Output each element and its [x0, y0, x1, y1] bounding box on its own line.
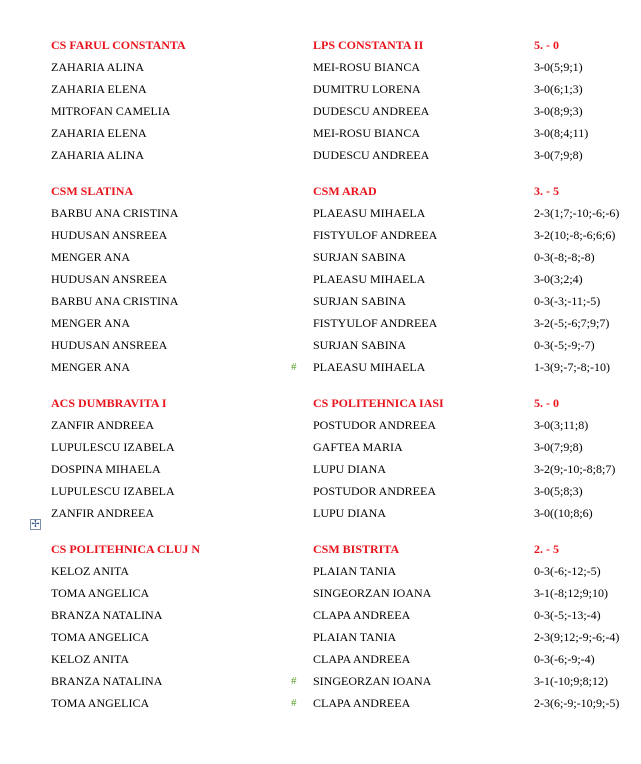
- home-player-name: MENGER ANA: [51, 316, 131, 330]
- game-row: [0, 205, 641, 227]
- game-row: [0, 125, 641, 147]
- away-team-name: LPS CONSTANTA II: [313, 38, 424, 52]
- home-player-name: ZAHARIA ALINA: [51, 60, 144, 74]
- home-team-name: CS POLITEHNICA CLUJ N: [51, 542, 201, 556]
- away-player-name: FISTYULOF ANDREEA: [313, 316, 438, 330]
- match-header: [0, 541, 641, 563]
- game-result: 0-3(-5;-9;-7): [534, 338, 595, 352]
- home-player-name: MITROFAN CAMELIA: [51, 104, 171, 118]
- game-row: [0, 315, 641, 337]
- game-row: [0, 461, 641, 483]
- game-row: [0, 271, 641, 293]
- game-result: 2-3(9;12;-9;-6;-4): [534, 630, 620, 644]
- home-player-name: BARBU ANA CRISTINA: [51, 294, 179, 308]
- home-player-name: DOSPINA MIHAELA: [51, 462, 161, 476]
- home-player-name: ZAHARIA ELENA: [51, 126, 147, 140]
- away-player-name: PLAIAN TANIA: [313, 564, 397, 578]
- away-player-name: CLAPA ANDREEA: [313, 696, 411, 710]
- game-result: 0-3(-6;-9;-4): [534, 652, 595, 666]
- game-result: 1-3(9;-7;-8;-10): [534, 360, 610, 374]
- game-result: 3-0(7;9;8): [534, 440, 583, 454]
- home-player-name: KELOZ ANITA: [51, 652, 130, 666]
- game-row: [0, 293, 641, 315]
- match-block: [0, 183, 641, 381]
- game-row: [0, 483, 641, 505]
- game-row: [0, 563, 641, 585]
- away-player-name: SURJAN SABINA: [313, 294, 407, 308]
- move-handle-icon[interactable]: ✢: [31, 519, 40, 530]
- away-player-name: PLAEASU MIHAELA: [313, 206, 426, 220]
- home-player-name: HUDUSAN ANSREEA: [51, 338, 168, 352]
- home-player-name: ZANFIR ANDREEA: [51, 506, 155, 520]
- home-team-name: ACS DUMBRAVITA I: [51, 396, 167, 410]
- match-header: [0, 37, 641, 59]
- game-row: [0, 607, 641, 629]
- game-result: 0-3(-5;-13;-4): [534, 608, 601, 622]
- game-result: 3-0(5;9;1): [534, 60, 583, 74]
- home-team-name: CS FARUL CONSTANTA: [51, 38, 186, 52]
- home-player-name: ZANFIR ANDREEA: [51, 418, 155, 432]
- away-team-name: CS POLITEHNICA IASI: [313, 396, 444, 410]
- game-result: 0-3(-6;-12;-5): [534, 564, 601, 578]
- away-player-name: GAFTEA MARIA: [313, 440, 403, 454]
- away-player-name: DUDESCU ANDREEA: [313, 104, 430, 118]
- home-player-name: HUDUSAN ANSREEA: [51, 272, 168, 286]
- away-player-name: PLAIAN TANIA: [313, 630, 397, 644]
- game-row: [0, 651, 641, 673]
- away-player-name: SURJAN SABINA: [313, 250, 407, 264]
- home-player-name: BRANZA NATALINA: [51, 608, 163, 622]
- match-block: [0, 541, 641, 717]
- home-player-name: TOMA ANGELICA: [51, 696, 150, 710]
- game-result: 3-2(-5;-6;7;9;7): [534, 316, 610, 330]
- game-row: [0, 673, 641, 695]
- home-player-name: TOMA ANGELICA: [51, 630, 150, 644]
- game-result: 3-0(3;11;8): [534, 418, 589, 432]
- away-player-name: LUPU DIANA: [313, 506, 386, 520]
- game-row: [0, 505, 641, 527]
- home-player-name: KELOZ ANITA: [51, 564, 130, 578]
- game-result: 3-0(7;9;8): [534, 148, 583, 162]
- row-mark: #: [291, 697, 297, 709]
- home-player-name: BRANZA NATALINA: [51, 674, 163, 688]
- game-result: 3-0(8;4;11): [534, 126, 589, 140]
- game-result: 3-2(10;-8;-6;6;6): [534, 228, 616, 242]
- away-player-name: MEI-ROSU BIANCA: [313, 126, 421, 140]
- game-result: 3-1(-8;12;9;10): [534, 586, 608, 600]
- home-player-name: TOMA ANGELICA: [51, 586, 150, 600]
- match-block: [0, 395, 641, 527]
- away-player-name: FISTYULOF ANDREEA: [313, 228, 438, 242]
- home-player-name: MENGER ANA: [51, 360, 131, 374]
- away-team-name: CSM ARAD: [313, 184, 377, 198]
- home-player-name: BARBU ANA CRISTINA: [51, 206, 179, 220]
- game-result: 3-0((10;8;6): [534, 506, 593, 520]
- game-row: [0, 81, 641, 103]
- away-player-name: SINGEORZAN IOANA: [313, 674, 432, 688]
- match-header: [0, 395, 641, 417]
- game-result: 2-3(6;-9;-10;9;-5): [534, 696, 620, 710]
- home-player-name: LUPULESCU IZABELA: [51, 440, 175, 454]
- match-score: 5. - 0: [534, 38, 559, 52]
- game-result: 3-0(6;1;3): [534, 82, 583, 96]
- game-row: [0, 695, 641, 717]
- match-block: [0, 37, 641, 169]
- game-result: 2-3(1;7;-10;-6;-6): [534, 206, 620, 220]
- home-player-name: ZAHARIA ALINA: [51, 148, 144, 162]
- match-score: 2. - 5: [534, 542, 559, 556]
- game-row: [0, 439, 641, 461]
- away-player-name: POSTUDOR ANDREEA: [313, 418, 437, 432]
- game-row: [0, 359, 641, 381]
- game-row: [0, 337, 641, 359]
- match-score: 3. - 5: [534, 184, 559, 198]
- results-document: [0, 37, 641, 731]
- home-player-name: LUPULESCU IZABELA: [51, 484, 175, 498]
- game-row: [0, 147, 641, 169]
- home-player-name: ZAHARIA ELENA: [51, 82, 147, 96]
- away-player-name: POSTUDOR ANDREEA: [313, 484, 437, 498]
- game-result: 0-3(-3;-11;-5): [534, 294, 601, 308]
- away-player-name: PLAEASU MIHAELA: [313, 360, 426, 374]
- home-player-name: MENGER ANA: [51, 250, 131, 264]
- away-player-name: SINGEORZAN IOANA: [313, 586, 432, 600]
- game-row: [0, 227, 641, 249]
- game-row: [0, 103, 641, 125]
- game-result: 0-3(-8;-8;-8): [534, 250, 595, 264]
- away-player-name: DUMITRU LORENA: [313, 82, 421, 96]
- game-row: [0, 249, 641, 271]
- game-row: [0, 629, 641, 651]
- away-player-name: PLAEASU MIHAELA: [313, 272, 426, 286]
- away-player-name: SURJAN SABINA: [313, 338, 407, 352]
- game-row: [0, 585, 641, 607]
- match-score: 5. - 0: [534, 396, 559, 410]
- home-team-name: CSM SLATINA: [51, 184, 134, 198]
- game-row: [0, 59, 641, 81]
- game-result: 3-0(3;2;4): [534, 272, 583, 286]
- match-header: [0, 183, 641, 205]
- away-player-name: DUDESCU ANDREEA: [313, 148, 430, 162]
- away-player-name: MEI-ROSU BIANCA: [313, 60, 421, 74]
- row-mark: #: [291, 675, 297, 687]
- game-result: 3-2(9;-10;-8;8;7): [534, 462, 616, 476]
- away-player-name: CLAPA ANDREEA: [313, 608, 411, 622]
- game-result: 3-0(5;8;3): [534, 484, 583, 498]
- game-result: 3-0(8;9;3): [534, 104, 583, 118]
- row-mark: #: [291, 361, 297, 373]
- away-player-name: LUPU DIANA: [313, 462, 386, 476]
- game-result: 3-1(-10;9;8;12): [534, 674, 608, 688]
- home-player-name: HUDUSAN ANSREEA: [51, 228, 168, 242]
- away-player-name: CLAPA ANDREEA: [313, 652, 411, 666]
- away-team-name: CSM BISTRITA: [313, 542, 400, 556]
- game-row: [0, 417, 641, 439]
